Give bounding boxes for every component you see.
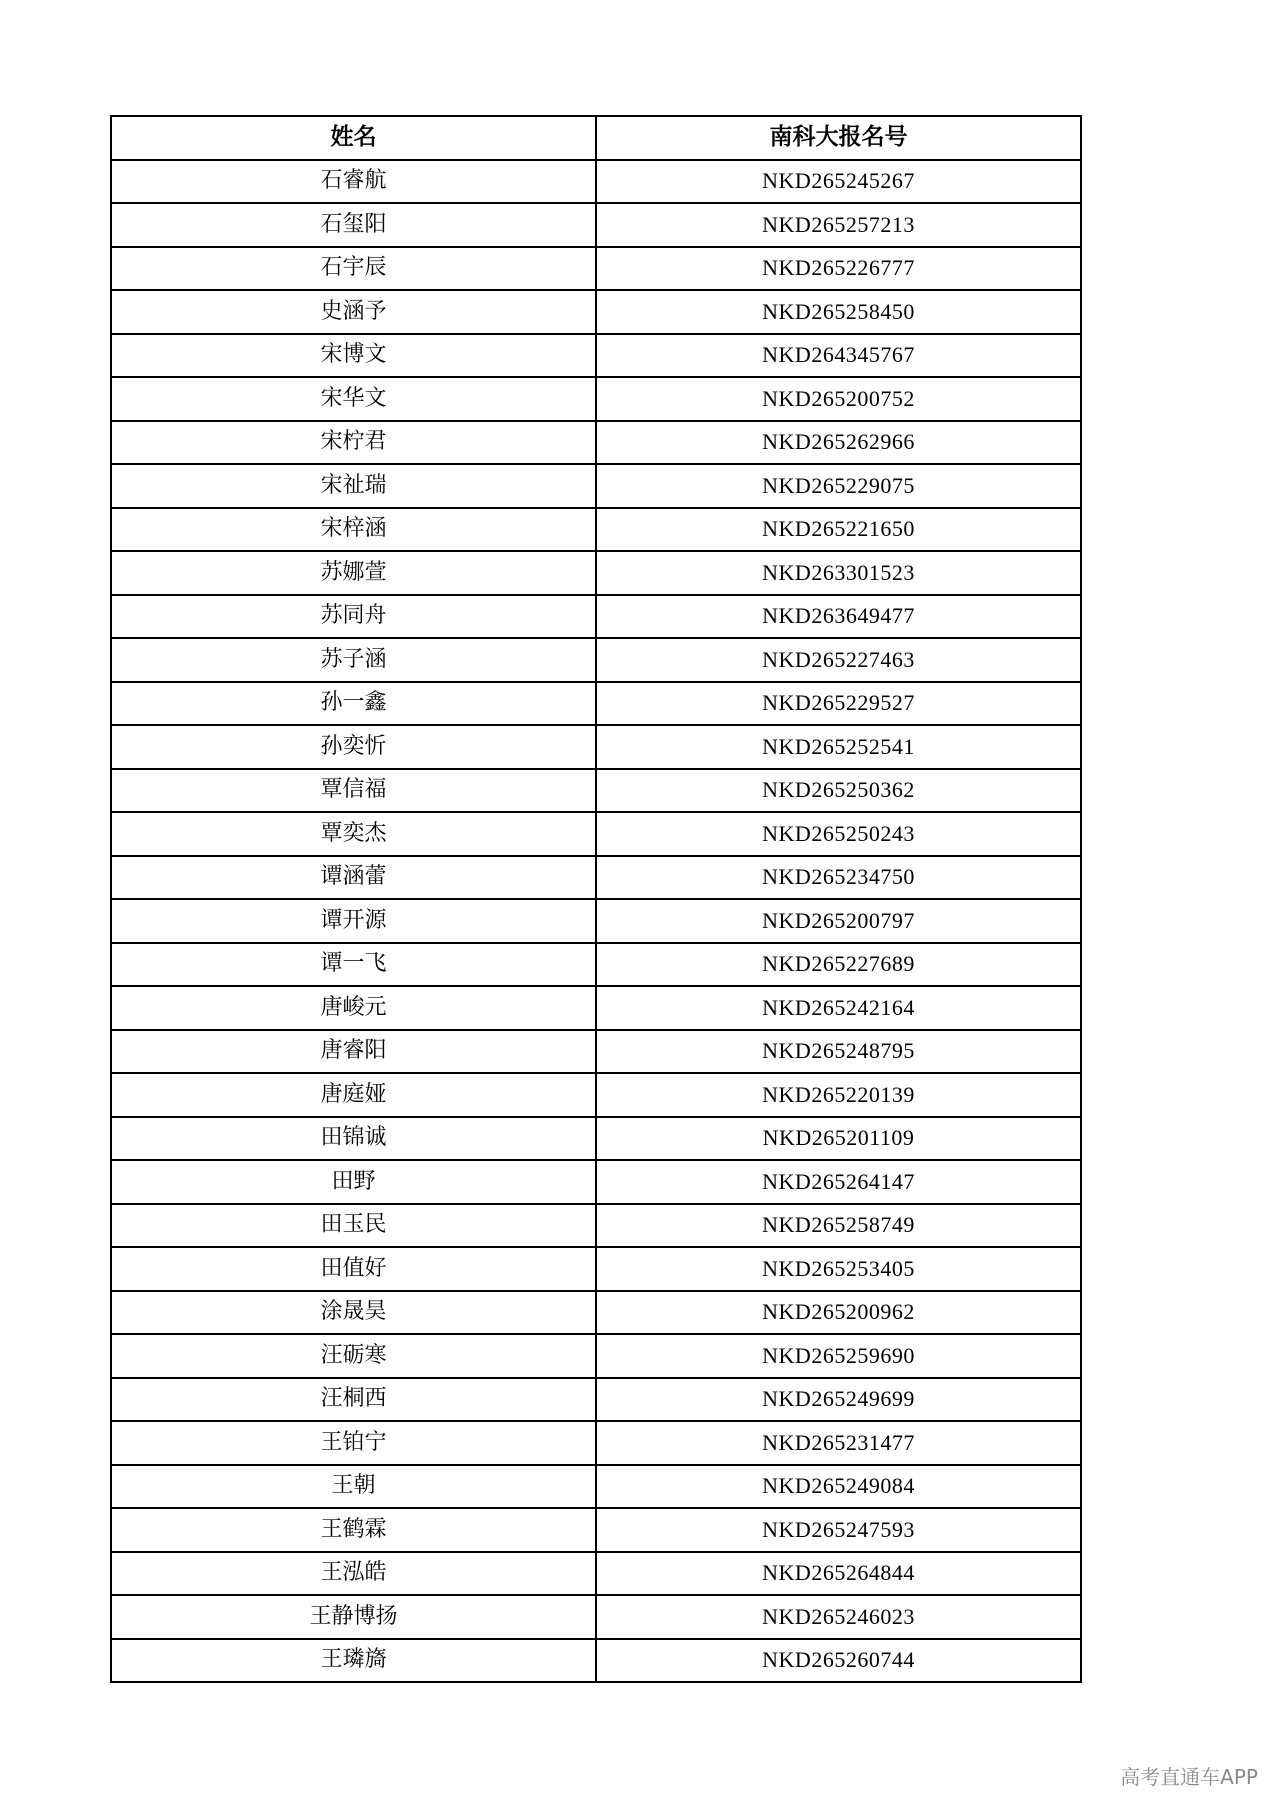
application-number-cell: NKD265229527 — [596, 682, 1081, 726]
application-number-cell: NKD265258749 — [596, 1204, 1081, 1248]
application-number-cell: NKD263649477 — [596, 595, 1081, 639]
table-row — [111, 1247, 1081, 1291]
applicant-name-cell: 苏娜萱 — [111, 551, 596, 595]
table-row — [111, 1639, 1081, 1683]
table-row — [111, 1291, 1081, 1335]
application-number-cell: NKD265264147 — [596, 1160, 1081, 1204]
application-number-cell: NKD265200752 — [596, 377, 1081, 421]
application-number-cell: NKD265227689 — [596, 943, 1081, 987]
applicant-name-cell: 王铂宁 — [111, 1421, 596, 1465]
applicant-name-cell: 宋华文 — [111, 377, 596, 421]
application-number-cell: NKD265247593 — [596, 1508, 1081, 1552]
applicant-name-cell: 王朝 — [111, 1465, 596, 1509]
admission-list-sheet — [110, 115, 1080, 1683]
applicant-name-cell: 王静博扬 — [111, 1595, 596, 1639]
table-row — [111, 682, 1081, 726]
application-number-cell: NKD265200797 — [596, 899, 1081, 943]
applicant-table — [110, 115, 1082, 1683]
table-row — [111, 464, 1081, 508]
application-number-cell: NKD265248795 — [596, 1030, 1081, 1074]
table-row — [111, 290, 1081, 334]
application-number-cell: NKD265220139 — [596, 1073, 1081, 1117]
applicant-name-cell: 谭一飞 — [111, 943, 596, 987]
table-row — [111, 334, 1081, 378]
application-number-cell: NKD265229075 — [596, 464, 1081, 508]
table-row — [111, 1378, 1081, 1422]
table-row — [111, 1160, 1081, 1204]
application-number-cell: NKD265257213 — [596, 203, 1081, 247]
applicant-name-cell: 汪砺寒 — [111, 1334, 596, 1378]
application-number-cell: NKD265258450 — [596, 290, 1081, 334]
table-row — [111, 725, 1081, 769]
table-row — [111, 160, 1081, 204]
applicant-name-cell: 田野 — [111, 1160, 596, 1204]
table-row — [111, 595, 1081, 639]
applicant-name-cell: 覃奕杰 — [111, 812, 596, 856]
table-row — [111, 1117, 1081, 1161]
table-row — [111, 1204, 1081, 1248]
application-number-cell: NKD265242164 — [596, 986, 1081, 1030]
table-row — [111, 508, 1081, 552]
applicant-name-cell: 史涵予 — [111, 290, 596, 334]
application-number-cell: NKD265249699 — [596, 1378, 1081, 1422]
header-name: 姓名 — [111, 116, 596, 160]
table-body — [111, 160, 1081, 1683]
applicant-name-cell: 唐庭娅 — [111, 1073, 596, 1117]
application-number-cell: NKD265231477 — [596, 1421, 1081, 1465]
table-row — [111, 1334, 1081, 1378]
applicant-name-cell: 苏子涵 — [111, 638, 596, 682]
application-number-cell: NKD265227463 — [596, 638, 1081, 682]
application-number-cell: NKD265250362 — [596, 769, 1081, 813]
header-application-number: 南科大报名号 — [596, 116, 1081, 160]
table-header-row — [111, 116, 1081, 160]
application-number-cell: NKD265221650 — [596, 508, 1081, 552]
table-row — [111, 1508, 1081, 1552]
table-row — [111, 986, 1081, 1030]
applicant-name-cell: 汪桐西 — [111, 1378, 596, 1422]
applicant-name-cell: 石玺阳 — [111, 203, 596, 247]
applicant-name-cell: 王泓皓 — [111, 1552, 596, 1596]
applicant-name-cell: 唐峻元 — [111, 986, 596, 1030]
table-row — [111, 203, 1081, 247]
applicant-name-cell: 王璘旖 — [111, 1639, 596, 1683]
applicant-name-cell: 谭开源 — [111, 899, 596, 943]
table-row — [111, 551, 1081, 595]
applicant-name-cell: 田值好 — [111, 1247, 596, 1291]
table-row — [111, 812, 1081, 856]
application-number-cell: NKD265264844 — [596, 1552, 1081, 1596]
table-row — [111, 1595, 1081, 1639]
application-number-cell: NKD264345767 — [596, 334, 1081, 378]
table-row — [111, 377, 1081, 421]
table-row — [111, 421, 1081, 465]
application-number-cell: NKD265253405 — [596, 1247, 1081, 1291]
applicant-name-cell: 涂晟昊 — [111, 1291, 596, 1335]
applicant-name-cell: 孙一鑫 — [111, 682, 596, 726]
applicant-name-cell: 王鹤霖 — [111, 1508, 596, 1552]
application-number-cell: NKD265262966 — [596, 421, 1081, 465]
table-row — [111, 899, 1081, 943]
table-row — [111, 1552, 1081, 1596]
applicant-name-cell: 石睿航 — [111, 160, 596, 204]
table-row — [111, 638, 1081, 682]
application-number-cell: NKD265250243 — [596, 812, 1081, 856]
applicant-name-cell: 唐睿阳 — [111, 1030, 596, 1074]
application-number-cell: NKD265260744 — [596, 1639, 1081, 1683]
table-row — [111, 1030, 1081, 1074]
application-number-cell: NKD265246023 — [596, 1595, 1081, 1639]
applicant-name-cell: 田锦诚 — [111, 1117, 596, 1161]
table-row — [111, 1465, 1081, 1509]
application-number-cell: NKD265200962 — [596, 1291, 1081, 1335]
watermark-text: 高考直通车APP — [1120, 1765, 1258, 1789]
application-number-cell: NKD265226777 — [596, 247, 1081, 291]
application-number-cell: NKD265245267 — [596, 160, 1081, 204]
application-number-cell: NKD265234750 — [596, 856, 1081, 900]
application-number-cell: NKD265201109 — [596, 1117, 1081, 1161]
table-row — [111, 769, 1081, 813]
applicant-name-cell: 谭涵蕾 — [111, 856, 596, 900]
applicant-name-cell: 苏同舟 — [111, 595, 596, 639]
applicant-name-cell: 宋博文 — [111, 334, 596, 378]
application-number-cell: NKD265249084 — [596, 1465, 1081, 1509]
applicant-name-cell: 宋柠君 — [111, 421, 596, 465]
applicant-name-cell: 孙奕忻 — [111, 725, 596, 769]
applicant-name-cell: 宋梓涵 — [111, 508, 596, 552]
application-number-cell: NKD265259690 — [596, 1334, 1081, 1378]
application-number-cell: NKD265252541 — [596, 725, 1081, 769]
application-number-cell: NKD263301523 — [596, 551, 1081, 595]
table-row — [111, 943, 1081, 987]
applicant-name-cell: 田玉民 — [111, 1204, 596, 1248]
table-row — [111, 856, 1081, 900]
table-row — [111, 1421, 1081, 1465]
table-row — [111, 247, 1081, 291]
applicant-name-cell: 石宇辰 — [111, 247, 596, 291]
applicant-name-cell: 宋祉瑞 — [111, 464, 596, 508]
applicant-name-cell: 覃信福 — [111, 769, 596, 813]
table-row — [111, 1073, 1081, 1117]
